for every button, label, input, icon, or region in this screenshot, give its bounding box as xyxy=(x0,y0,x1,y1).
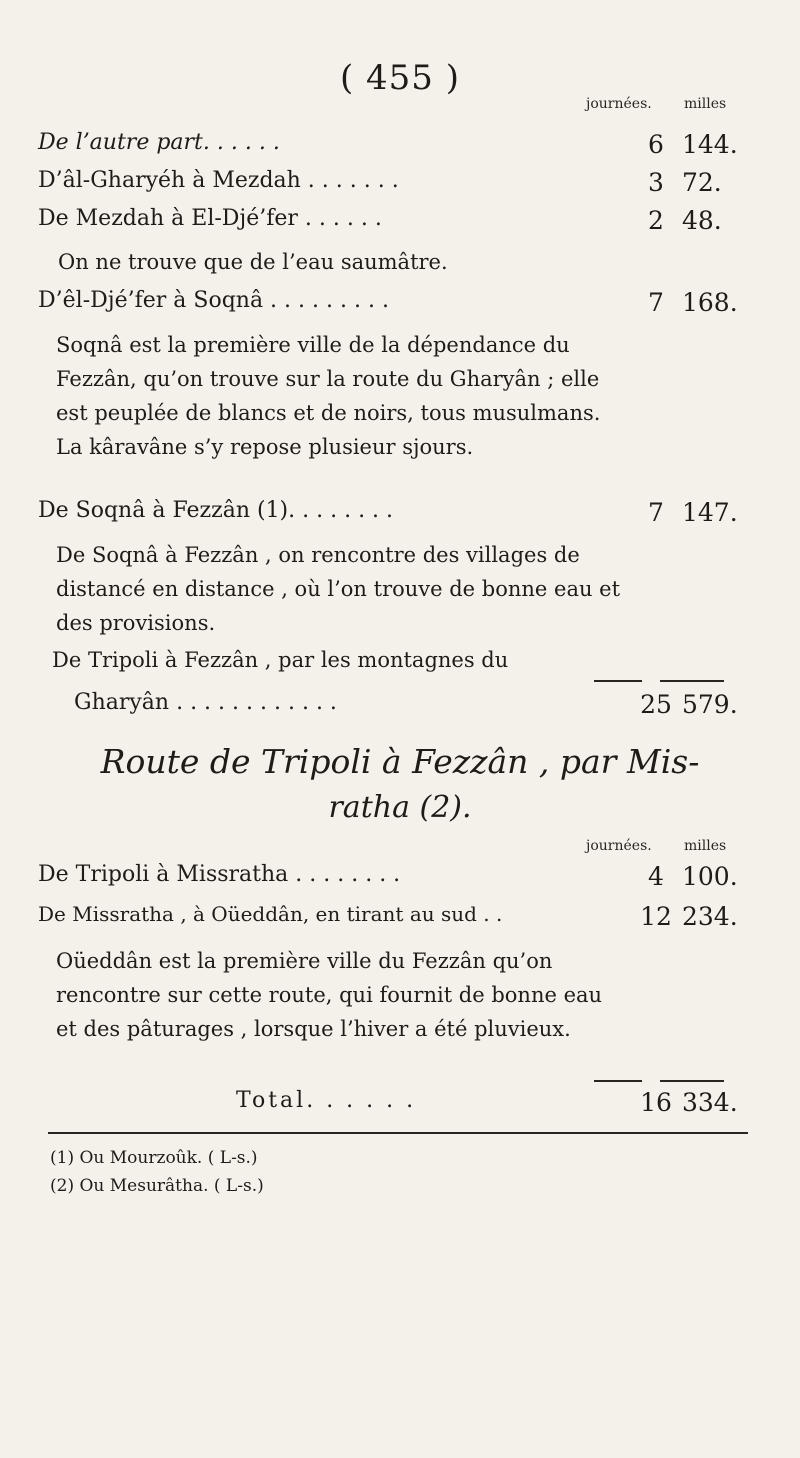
row-label: De Missratha , à Oüeddân, en tirant au sud . . xyxy=(38,902,503,926)
row-milles: 579. xyxy=(682,690,738,719)
row-label: De Soqnâ à Fezzân (1). . . . . . . . xyxy=(38,498,394,523)
row-milles: 168. xyxy=(682,288,738,317)
total-milles: 334. xyxy=(682,1088,738,1117)
row-journees: 6 xyxy=(648,130,664,159)
row-label: Gharyân . . . . . . . . . . . . xyxy=(74,690,337,715)
total-journees: 16 xyxy=(640,1088,672,1117)
row-journees: 2 xyxy=(648,206,664,235)
table-row xyxy=(38,130,738,172)
row-journees: 7 xyxy=(648,498,664,527)
row-milles: 100. xyxy=(682,862,738,891)
row-journees: 25 xyxy=(640,690,672,719)
water-note: On ne trouve que de l’eau saumâtre. xyxy=(58,250,448,274)
section-title: Route de Tripoli à Fezzân , par Mis- xyxy=(100,742,700,781)
footnote-2: (2) Ou Mesurâtha. ( L-s.) xyxy=(50,1176,264,1196)
row-milles: 48. xyxy=(682,206,722,235)
column-head-milles: milles xyxy=(684,838,727,854)
paragraph-villages: De Soqnâ à Fezzân , on rencontre des villages de distancé en distance , où l’on trouve de bonne eau et des provisions. xyxy=(56,543,621,635)
row-label: D’âl-Gharyéh à Mezdah . . . . . . . xyxy=(38,168,399,193)
paragraph-oueddan: Oüeddân est la première ville du Fezzân qu’on rencontre sur cette route, qui fournit de bonne eau et des pâturages , lorsque l’hiver a été pluvieux. xyxy=(56,949,603,1041)
total-label: Total. . . . . . xyxy=(236,1088,417,1113)
section-title-line-2: ratha (2). xyxy=(328,790,472,825)
column-head-journees: journées. xyxy=(586,96,652,112)
page-number: ( 455 ) xyxy=(339,58,461,98)
column-head-journees: journées. xyxy=(586,838,652,854)
sum-rule-milles xyxy=(660,680,724,682)
total-rule-milles xyxy=(660,1080,724,1082)
total-rule-journees xyxy=(594,1080,642,1082)
table-row xyxy=(38,902,738,944)
row-label: De l’autre part. . . . . . xyxy=(38,130,280,155)
footnote-divider xyxy=(48,1132,748,1134)
row-milles: 147. xyxy=(682,498,738,527)
footnote-1: (1) Ou Mourzoûk. ( L-s.) xyxy=(50,1148,258,1168)
row-journees: 4 xyxy=(648,862,664,891)
row-label: De Mezdah à El-Djé’fer . . . . . . xyxy=(38,206,382,231)
route-line-1: De Tripoli à Fezzân , par les montagnes du xyxy=(52,648,509,672)
row-journees: 12 xyxy=(640,902,672,931)
row-milles: 234. xyxy=(682,902,738,931)
row-label: D’êl-Djé’fer à Soqnâ . . . . . . . . . xyxy=(38,288,389,313)
sum-rule-journees xyxy=(594,680,642,682)
table-row xyxy=(38,862,738,904)
row-journees: 3 xyxy=(648,168,664,197)
table-row xyxy=(38,288,738,330)
row-label: De Tripoli à Missratha . . . . . . . . xyxy=(38,862,401,887)
row-milles: 144. xyxy=(682,130,738,159)
table-row xyxy=(74,690,738,732)
column-head-milles: milles xyxy=(684,96,727,112)
row-milles: 72. xyxy=(682,168,722,197)
table-row xyxy=(38,168,728,210)
table-row xyxy=(38,498,738,540)
paragraph-soqna: Soqnâ est la première ville de la dépendance du Fezzân, qu’on trouve sur la route du Gharyân ; elle est peuplée de blancs et de noirs, tous musulmans. La kâravâne s’y repose plusieur sjours. xyxy=(56,333,601,459)
table-row xyxy=(38,206,728,248)
row-journees: 7 xyxy=(648,288,664,317)
total-row xyxy=(38,1088,738,1130)
